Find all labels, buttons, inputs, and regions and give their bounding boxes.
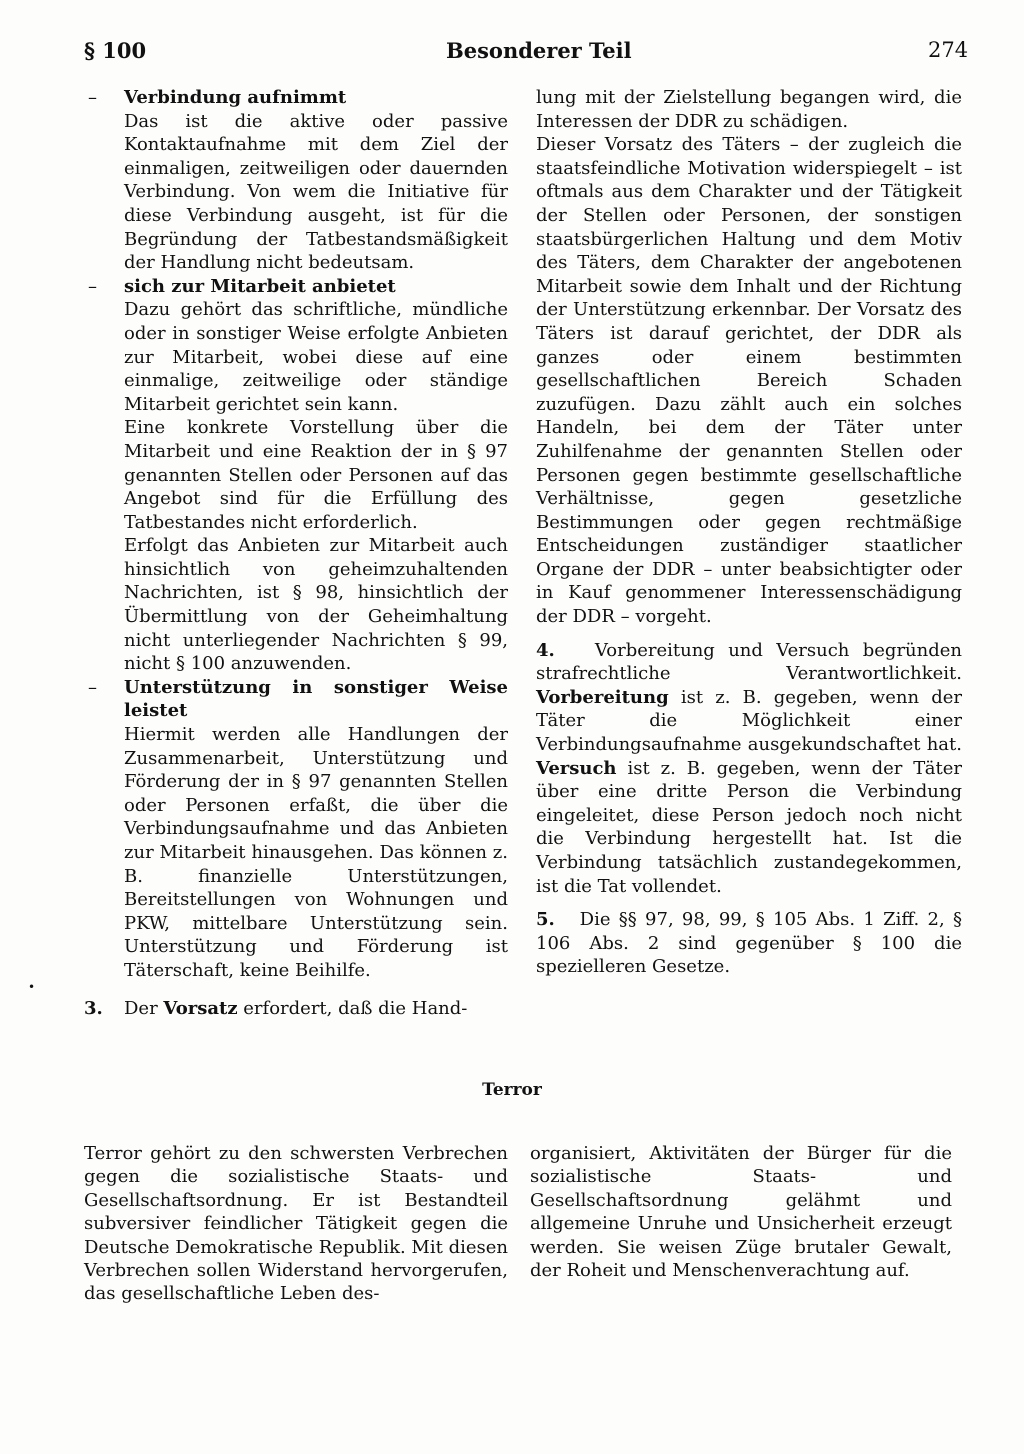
point-4 — [536, 639, 962, 899]
point-text: erfordert, daß die Hand- — [237, 997, 468, 1019]
term-heading: sich zur Mitarbeit anbietet — [124, 275, 396, 297]
point-text: Vorbereitung und Versuch begründen strafrechtliche Verantwortlichkeit. — [536, 639, 962, 685]
section-heading-terror: Terror — [482, 1080, 542, 1100]
point-3 — [84, 997, 508, 1021]
term-heading: Unterstützung in sonstiger Weise leistet — [124, 676, 508, 722]
point-number: 5. — [536, 909, 555, 931]
section-number: § 100 — [84, 38, 147, 63]
term-heading: Verbindung aufnimmt — [124, 87, 347, 108]
list-item — [84, 275, 508, 676]
paragraph: Dieser Vorsatz des Täters – der zugleich die staatsfeindliche Motivation widerspiegelt – ist oftmals aus dem Charakter und der Tätigkeit der Stellen oder Personen, der sonstigen staatsbürgerlichen Haltung und dem Motiv des Täters, dem Charakter der angebotenen Mitarbeit sowie dem Inhalt und der Richtung der Unterstützung erkennbar. Der Vorsatz des Täters ist darauf gerichtet, der DDR als ganzes oder einem bestimmten gesellschaftlichen Bereich Schaden zuzufügen. Dazu zählt auch ein solches Handeln, bei dem der Täter unter Zuhilfenahme der genannten Stellen oder Personen gegen bestimmte gesellschaftliche Verhältnisse, gegen gesetzliche Bestimmungen oder gegen rechtmäßige Entscheidungen zuständiger staatlicher Organe der DDR – unter beabsichtigter oder in Kauf genommener Interessenschädigung der DDR – vorgeht. — [536, 134, 962, 628]
term-text: Dazu gehört das schriftliche, mündliche oder in sonstiger Weise erfolgte Anbieten zur Mitarbeit, wobei diese auf eine einmalige, zeitweilige oder ständige Mitarbeit gerichtet sein kann. — [124, 299, 508, 415]
point-number: 3. — [84, 997, 103, 1019]
right-column — [536, 86, 962, 979]
list-item — [84, 86, 508, 275]
term-text: Erfolgt das Anbieten zur Mitarbeit auch hinsichtlich von geheimzuhaltenden Nachrichten, ist § 98, hinsichtlich der Übermittlung von der Geheimhaltung nicht unterliegender Nachrichten § 99, nicht § 100 anzuwenden. — [124, 535, 508, 675]
point-term: Vorbereitung — [536, 686, 669, 708]
terror-right-column: organisiert, Aktivitäten der Bürger für die sozialistische Staats- und Gesellschaftsordnung gelähmt und allgemeine Unruhe und Unsicherheit erzeugt werden. Sie weisen Züge brutaler Gewalt, der Roheit und Menschenverachtung auf. — [530, 1143, 952, 1282]
point-5 — [536, 908, 962, 979]
dash-marker: – — [88, 275, 97, 297]
point-term: Versuch — [536, 757, 617, 779]
terror-left-column: Terror gehört zu den schwersten Verbrechen gegen die sozialistische Staats- und Gesellschaftsordnung. Er ist Bestandteil subversiver feindlicher Tätigkeit gegen die Deutsche Demokratische Republik. Mit diesen Verbrechen sollen Widerstand hervorgerufen, das gesellschaftliche Leben des- — [84, 1143, 508, 1305]
point-text: Der — [124, 997, 164, 1019]
list-item — [84, 676, 508, 983]
point-text: ist z. B. gegeben, wenn der Täter über eine dritte Person die Verbindung eingeleitet, diese Person jedoch noch nicht die Verbindung hergestellt hat. Ist die Verbindung tatsächlich zustandegekommen, ist die Tat vollendet. — [536, 757, 962, 897]
term-text: Das ist die aktive oder passive Kontaktaufnahme mit dem Ziel der einmaligen, zeitweiligen oder dauernden Verbindung. Von wem die Initiative für diese Verbindung ausgeht, ist für die Begründung der Tatbestandsmäßigkeit der Handlung nicht bedeutsam. — [124, 110, 508, 274]
margin-mark: • — [28, 980, 36, 994]
paragraph: lung mit der Zielstellung begangen wird, die Interessen der DDR zu schädigen. — [536, 87, 962, 132]
point-number: 4. — [536, 639, 555, 661]
dash-marker: – — [88, 676, 97, 698]
page-number: 274 — [928, 38, 969, 62]
point-text: ist z. B. gegeben, wenn der Täter die Möglichkeit einer Verbindungsaufnahme ausgekundschaftet hat. — [536, 686, 962, 756]
term-text: Hiermit werden alle Handlungen der Zusammenarbeit, Unterstützung und Förderung der in § 97 genannten Stellen oder Personen erfaßt, die über die Verbindungsaufnahme und das Anbieten zur Mitarbeit hinausgehen. Das können z. B. finanzielle Unterstützungen, Bereitstellungen von Wohnungen und PKW, mittelbare Unterstützung sein. Unterstützung und Förderung ist Täterschaft, keine Beihilfe. — [124, 724, 508, 981]
term-text: Eine konkrete Vorstellung über die Mitarbeit und eine Reaktion der in § 97 genannten Stellen oder Personen auf das Angebot sind für die Erfüllung des Tatbestandes nicht erforderlich. — [124, 417, 508, 533]
dash-marker: – — [88, 87, 97, 108]
page-title: Besonderer Teil — [446, 38, 632, 63]
point-term: Vorsatz — [163, 997, 238, 1019]
left-column — [84, 86, 508, 1020]
point-text: Die §§ 97, 98, 99, § 105 Abs. 1 Ziff. 2, § 106 Abs. 2 sind gegenüber § 100 die spezielleren Gesetze. — [536, 909, 962, 978]
